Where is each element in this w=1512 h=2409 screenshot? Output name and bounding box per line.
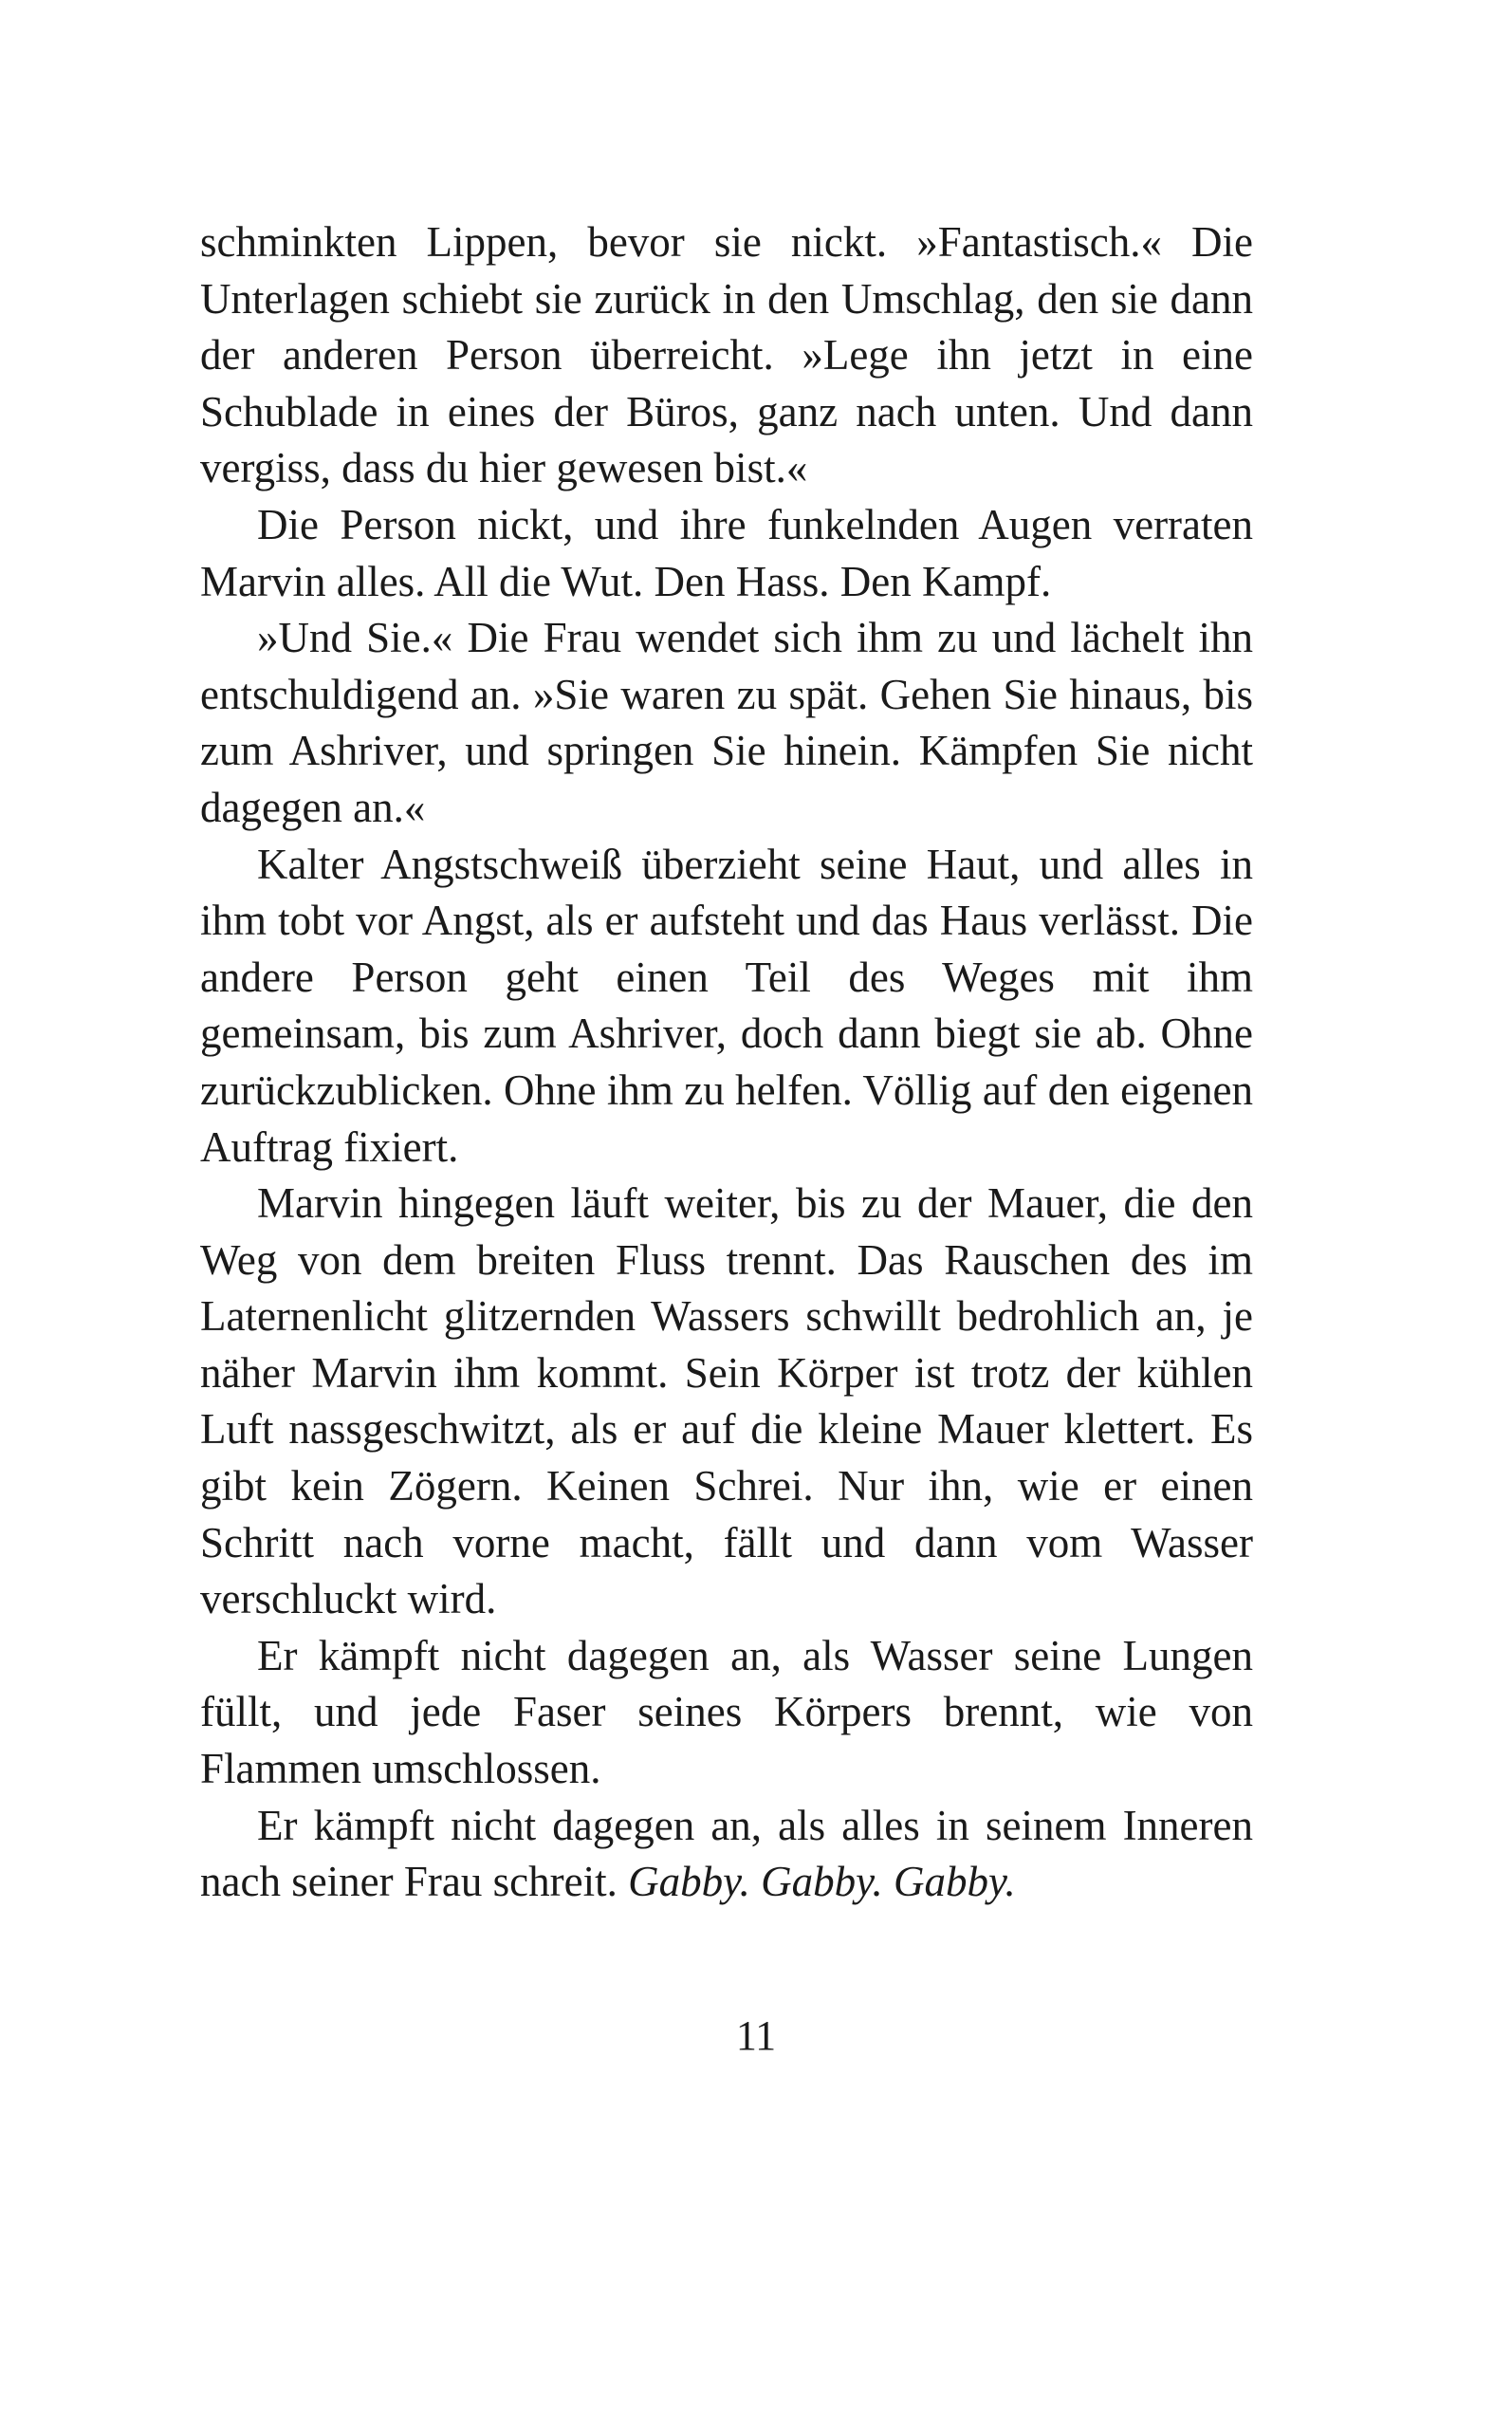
paragraph-2: Die Person nickt, und ihre funkelnden Augen verraten Marvin alles. All die Wut. Den Hass. Den Kampf. [200,500,1253,605]
paragraph-7-italic: Gabby. Gabby. Gabby. [628,1858,1016,1906]
page-number: 11 [735,2012,777,2059]
paragraph-7 [200,1798,1253,1911]
paragraph-6: Er kämpft nicht dagegen an, als Wasser seine Lungen füllt, und jede Faser seines Körpers brennt, wie von Flammen umschlossen. [200,1631,1253,1793]
paragraph-1: schminkten Lippen, bevor sie nickt. »Fantastisch.« Die Unterlagen schiebt sie zurück in den Umschlag, den sie dann der anderen Person überreicht. »Lege ihn jetzt in eine Schublade in eines der Büros, ganz nach unten. Und dann vergiss, dass du hier gewesen bist.« [200,218,1253,492]
paragraph-5: Marvin hingegen läuft weiter, bis zu der Mauer, die den Weg von dem breiten Fluss trennt. Das Rauschen des im Laternenlicht glitzernden Wassers schwillt bedrohlich an, je näher Marvin ihm kommt. Sein Körper ist trotz der kühlen Luft nassgeschwitzt, als er auf die kleine Mauer klettert. Es gibt kein Zögern. Keinen Schrei. Nur ihn, wie er einen Schritt nach vorne macht, fällt und dann vom Wasser verschluckt wird. [200,1179,1253,1623]
paragraph-4: Kalter Angstschweiß überzieht seine Haut, und alles in ihm tobt vor Angst, als er aufsteht und das Haus verlässt. Die andere Person geht einen Teil des Weges mit ihm gemeinsam, bis zum Ashriver, doch dann biegt sie ab. Ohne zurückzublicken. Ohne ihm zu helfen. Völlig auf den eigenen Auftrag fixiert. [200,840,1253,1171]
paragraph-3: »Und Sie.« Die Frau wendet sich ihm zu und lächelt ihn entschuldigend an. »Sie waren zu spät. Gehen Sie hinaus, bis zum Ashriver, und springen Sie hinein. Kämpfen Sie nicht dagegen an.« [200,614,1253,831]
body-text [200,214,1253,1911]
paragraph-7-text: Er kämpft nicht dagegen an, als alles in seinem Inneren nach seiner Frau schreit. [200,1801,1253,1906]
